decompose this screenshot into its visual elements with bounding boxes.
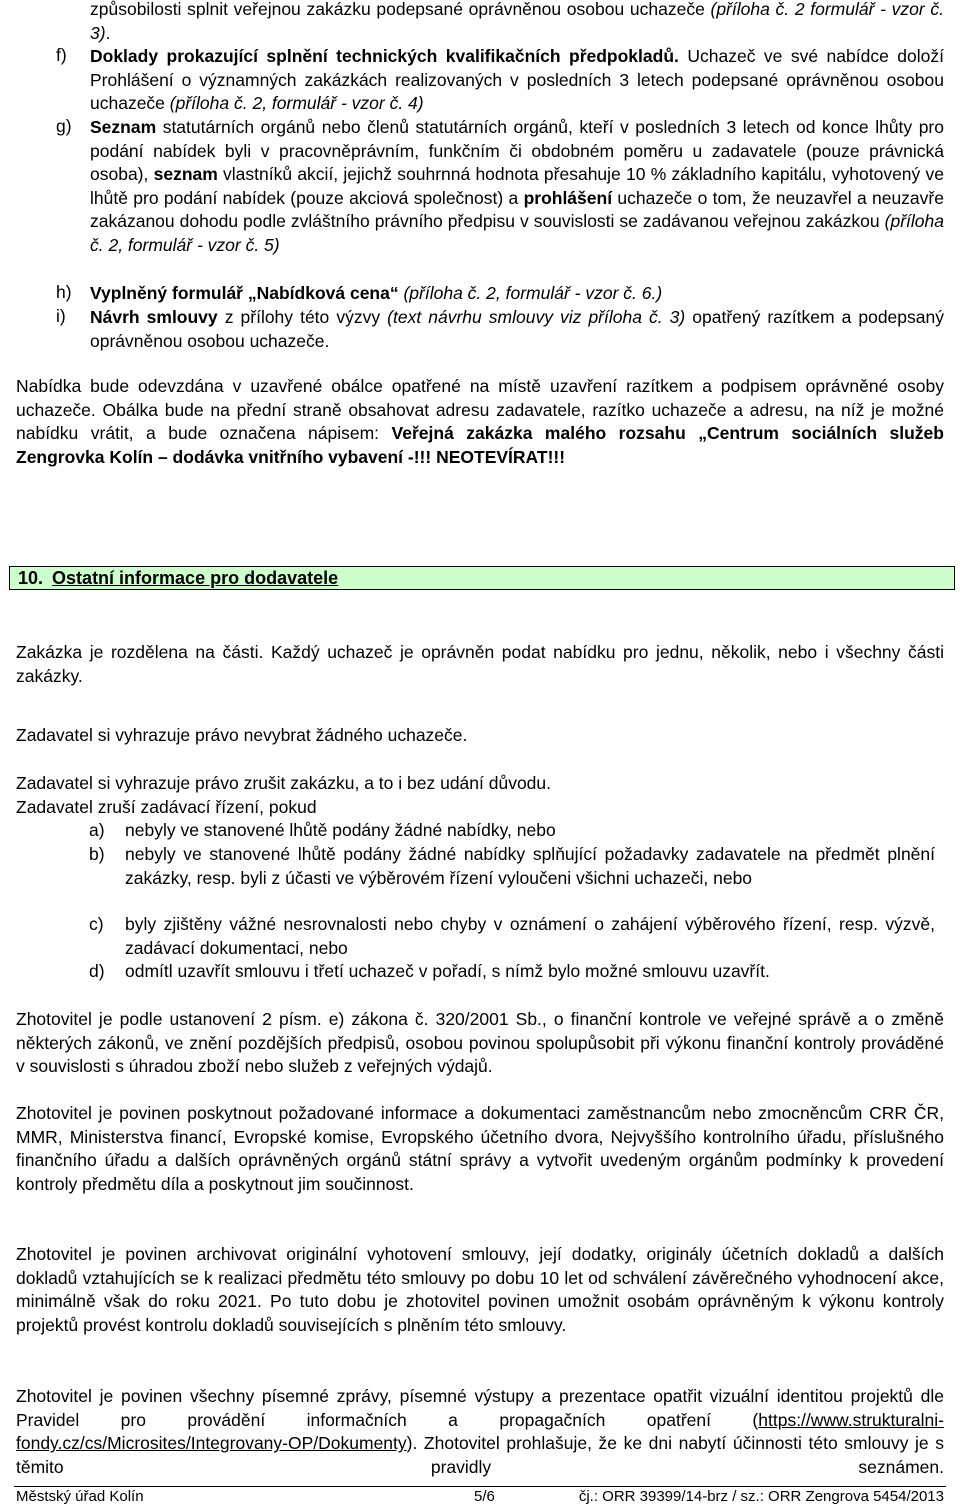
item-label: f) [56,45,67,65]
item-e-italic: (příloha č. 2 formulář - vzor č. 3) [90,0,944,43]
item-g-text-3: uchazeče o tom, že neuzavřel a neuzavře zakázanou dohodu podle zvláštního právního předpisu v souvislosti se zadávanou veřejnou zakázkou [90,187,944,232]
item-g-bold-1: Seznam [90,117,157,137]
cancel-item-c [16,913,944,960]
offer-paragraph [16,375,944,469]
list-item-g [16,116,944,258]
paragraph-archiving: Zhotovitel je povinen archivovat originální vyhotovení smlouvy, její dodatky, originály účetních dokladů a dalších dokladů vztahujících se k realizaci předmětu této smlouvy po dobu 10 let od schválení závěrečného vyhodnocení akce, minimálně však do roku 2021. Po tuto dobu je zhotovitel povinen umožnit osobám oprávněným k výkonu kontroly projektů provést kontrolu dokladů souvisejících s plněním této smlouvy. [16,1244,944,1335]
rules-link[interactable]: https://www.strukturalni-fondy.cz/cs/Microsites/Integrovany-OP/Dokumenty [16,1409,944,1454]
sub-item-label: b) [89,844,105,864]
item-h-italic: (příloha č. 2, formulář - vzor č. 6.) [403,283,663,303]
sub-item-text: nebyly ve stanovené lhůtě podány žádné nabídky, nebo [125,820,556,840]
item-f-bold: Doklady prokazující splnění technických kvalifikačních předpokladů. [90,46,679,66]
visual-identity-text-2: ). Zhotovitel prohlašuje, že ke dni nabytí účinnosti této smlouvy je s těmito pravidly seznámen. [16,1433,944,1477]
item-g-bold-2: seznam [153,164,218,185]
sub-item-label: c) [89,914,104,934]
offer-bold-label: Veřejná zakázka malého rozsahu „Centrum sociálních služeb Zengrovka Kolín – dodávka vnitřního vybavení -!!! NEOTEVÍRAT!!! [16,423,944,467]
cancel-item-a [16,819,944,843]
paragraph-cancel-right: Zadavatel si vyhrazuje právo zrušit zakázku, a to i bez udání důvodu. [16,773,552,793]
sub-item-text: byly zjištěny vážné nesrovnalosti nebo chyby v oznámení o zahájení výběrového řízení, resp. výzvě, zadávací dokumentaci, nebo [125,914,935,958]
offer-text: Nabídka bude odevzdána v uzavřené obálce opatřené na místě uzavření razítkem a podpisem oprávněné osoby uchazeče. Obálka bude na přední straně obsahovat adresu zadavatele, razítko uchazeče a adresu, na níž je možné nabídku vrátit, a bude označena nápisem: [16,376,944,444]
paragraph-visual-identity [16,1385,944,1479]
item-h-bold: Vyplněný formulář „Nabídková cena“ [90,283,399,303]
item-i-italic: (text návrhu smlouvy viz příloha č. 3) [387,307,686,327]
item-f-text: Uchazeč ve své nabídce doloží Prohlášení o významných zakázkách realizovaných v posledních 3 letech podepsané oprávněnou osobou uchazeče [90,46,944,114]
item-g-bold-3: prohlášení [523,187,613,208]
list-item-h [16,282,944,306]
item-label: i) [56,306,66,326]
item-label: h) [56,282,72,302]
item-g-text-1: statutárních orgánů nebo členů statutárních orgánů, kteří v posledních 3 letech od konce lhůty pro podání nabídek byli v pracovněprávním, funkčním či obdobném poměru u zadavatele (pouze právnická osoba), [90,117,944,185]
item-f-italic: (příloha č. 2, formulář - vzor č. 4) [169,93,424,114]
sub-item-text: nebyly ve stanovené lhůtě podány žádné nabídky splňující požadavky zadavatele na předmět plnění zakázky, resp. byli z účasti ve výběrovém řízení vyloučeni všichni uchazeči, nebo [125,844,935,888]
section-number: 10. [18,568,44,588]
item-i-text-2: opatřený razítkem a podepsaný oprávněnou osobou uchazeče. [90,307,944,351]
item-i-text-1: z přílohy této výzvy [224,307,381,327]
page-footer [14,1486,946,1508]
visual-identity-text-1: Zhotovitel je povinen všechny písemné zprávy, písemné výstupy a prezentace opatřit vizuální identitou projektů dle Pravidel pro provádění informačních a propagačních opatření ( [16,1386,944,1430]
cancel-item-d [16,960,944,984]
paragraph-financial-control: Zhotovitel je podle ustanovení 2 písm. e) zákona č. 320/2001 Sb., o finanční kontrole ve veřejné správě a o změně některých zákonů, ve znění pozdějších předpisů, osobou povinou spolupůsobit při výkonu finanční kontroly prováděné v souvislosti s úhradou zboží nebo služeb z veřejných výdajů. [16,1009,944,1077]
paragraph-no-winner: Zadavatel si vyhrazuje právo nevybrat žádného uchazeče. [16,725,468,745]
paragraph-information-duty: Zhotovitel je povinen poskytnout požadované informace a dokumentaci zaměstnancům nebo zmocněncům CRR ČR, MMR, Ministerstva financí, Evropské komise, Evropského účetního dvora, Nejvyššího kontrolního úřadu, příslušného finančního úřadu a dalších oprávněných orgánů státní správy a vytvořit uvedeným orgánům podmínky k provedení kontroly předmětu díla a poskytnout jim součinnost. [16,1103,944,1194]
item-g-text-2: vlastníků akcií, jejichž souhrnná hodnota přesahuje 10 % základního kapitálu, vyhotovený ve lhůtě pro podání nabídek (pouze akciová společnost) a [90,164,944,208]
list-item-e-continuation: způsobilosti splnit veřejnou zakázku podepsané oprávněnou osobou uchazeče (příloha č. 2 formulář - vzor č. 3). [90,0,944,43]
list-item-i [16,306,944,353]
sub-item-text: odmítl uzavřít smlouvu i třetí uchazeč v pořadí, s nímž bylo možné smlouvu uzavřít. [125,961,770,981]
item-i-bold: Návrh smlouvy [90,307,218,327]
footer-page-number: 5/6 [474,1488,495,1505]
item-g-italic: (příloha č. 2, formulář - vzor č. 5) [90,211,944,255]
paragraph-cancel-conditions: Zadavatel zruší zadávací řízení, pokud [16,797,317,817]
sub-item-label: a) [89,820,105,840]
footer-office: Městský úřad Kolín [16,1488,144,1505]
section-heading [9,566,955,590]
sub-item-label: d) [89,961,105,981]
list-item-f [16,45,944,116]
footer-reference: čj.: ORR 39399/14-brz / sz.: ORR Zengrova 5454/2013 [578,1488,944,1505]
paragraph-parts: Zakázka je rozdělena na části. Každý uchazeč je oprávněn podat nabídku pro jednu, několik, nebo i všechny části zakázky. [16,642,944,686]
item-e-text: způsobilosti splnit veřejnou zakázku podepsané oprávněnou osobou uchazeče [90,0,705,19]
item-label: g) [56,116,72,136]
cancel-item-b [16,843,944,890]
section-title: Ostatní informace pro dodavatele [52,568,339,588]
